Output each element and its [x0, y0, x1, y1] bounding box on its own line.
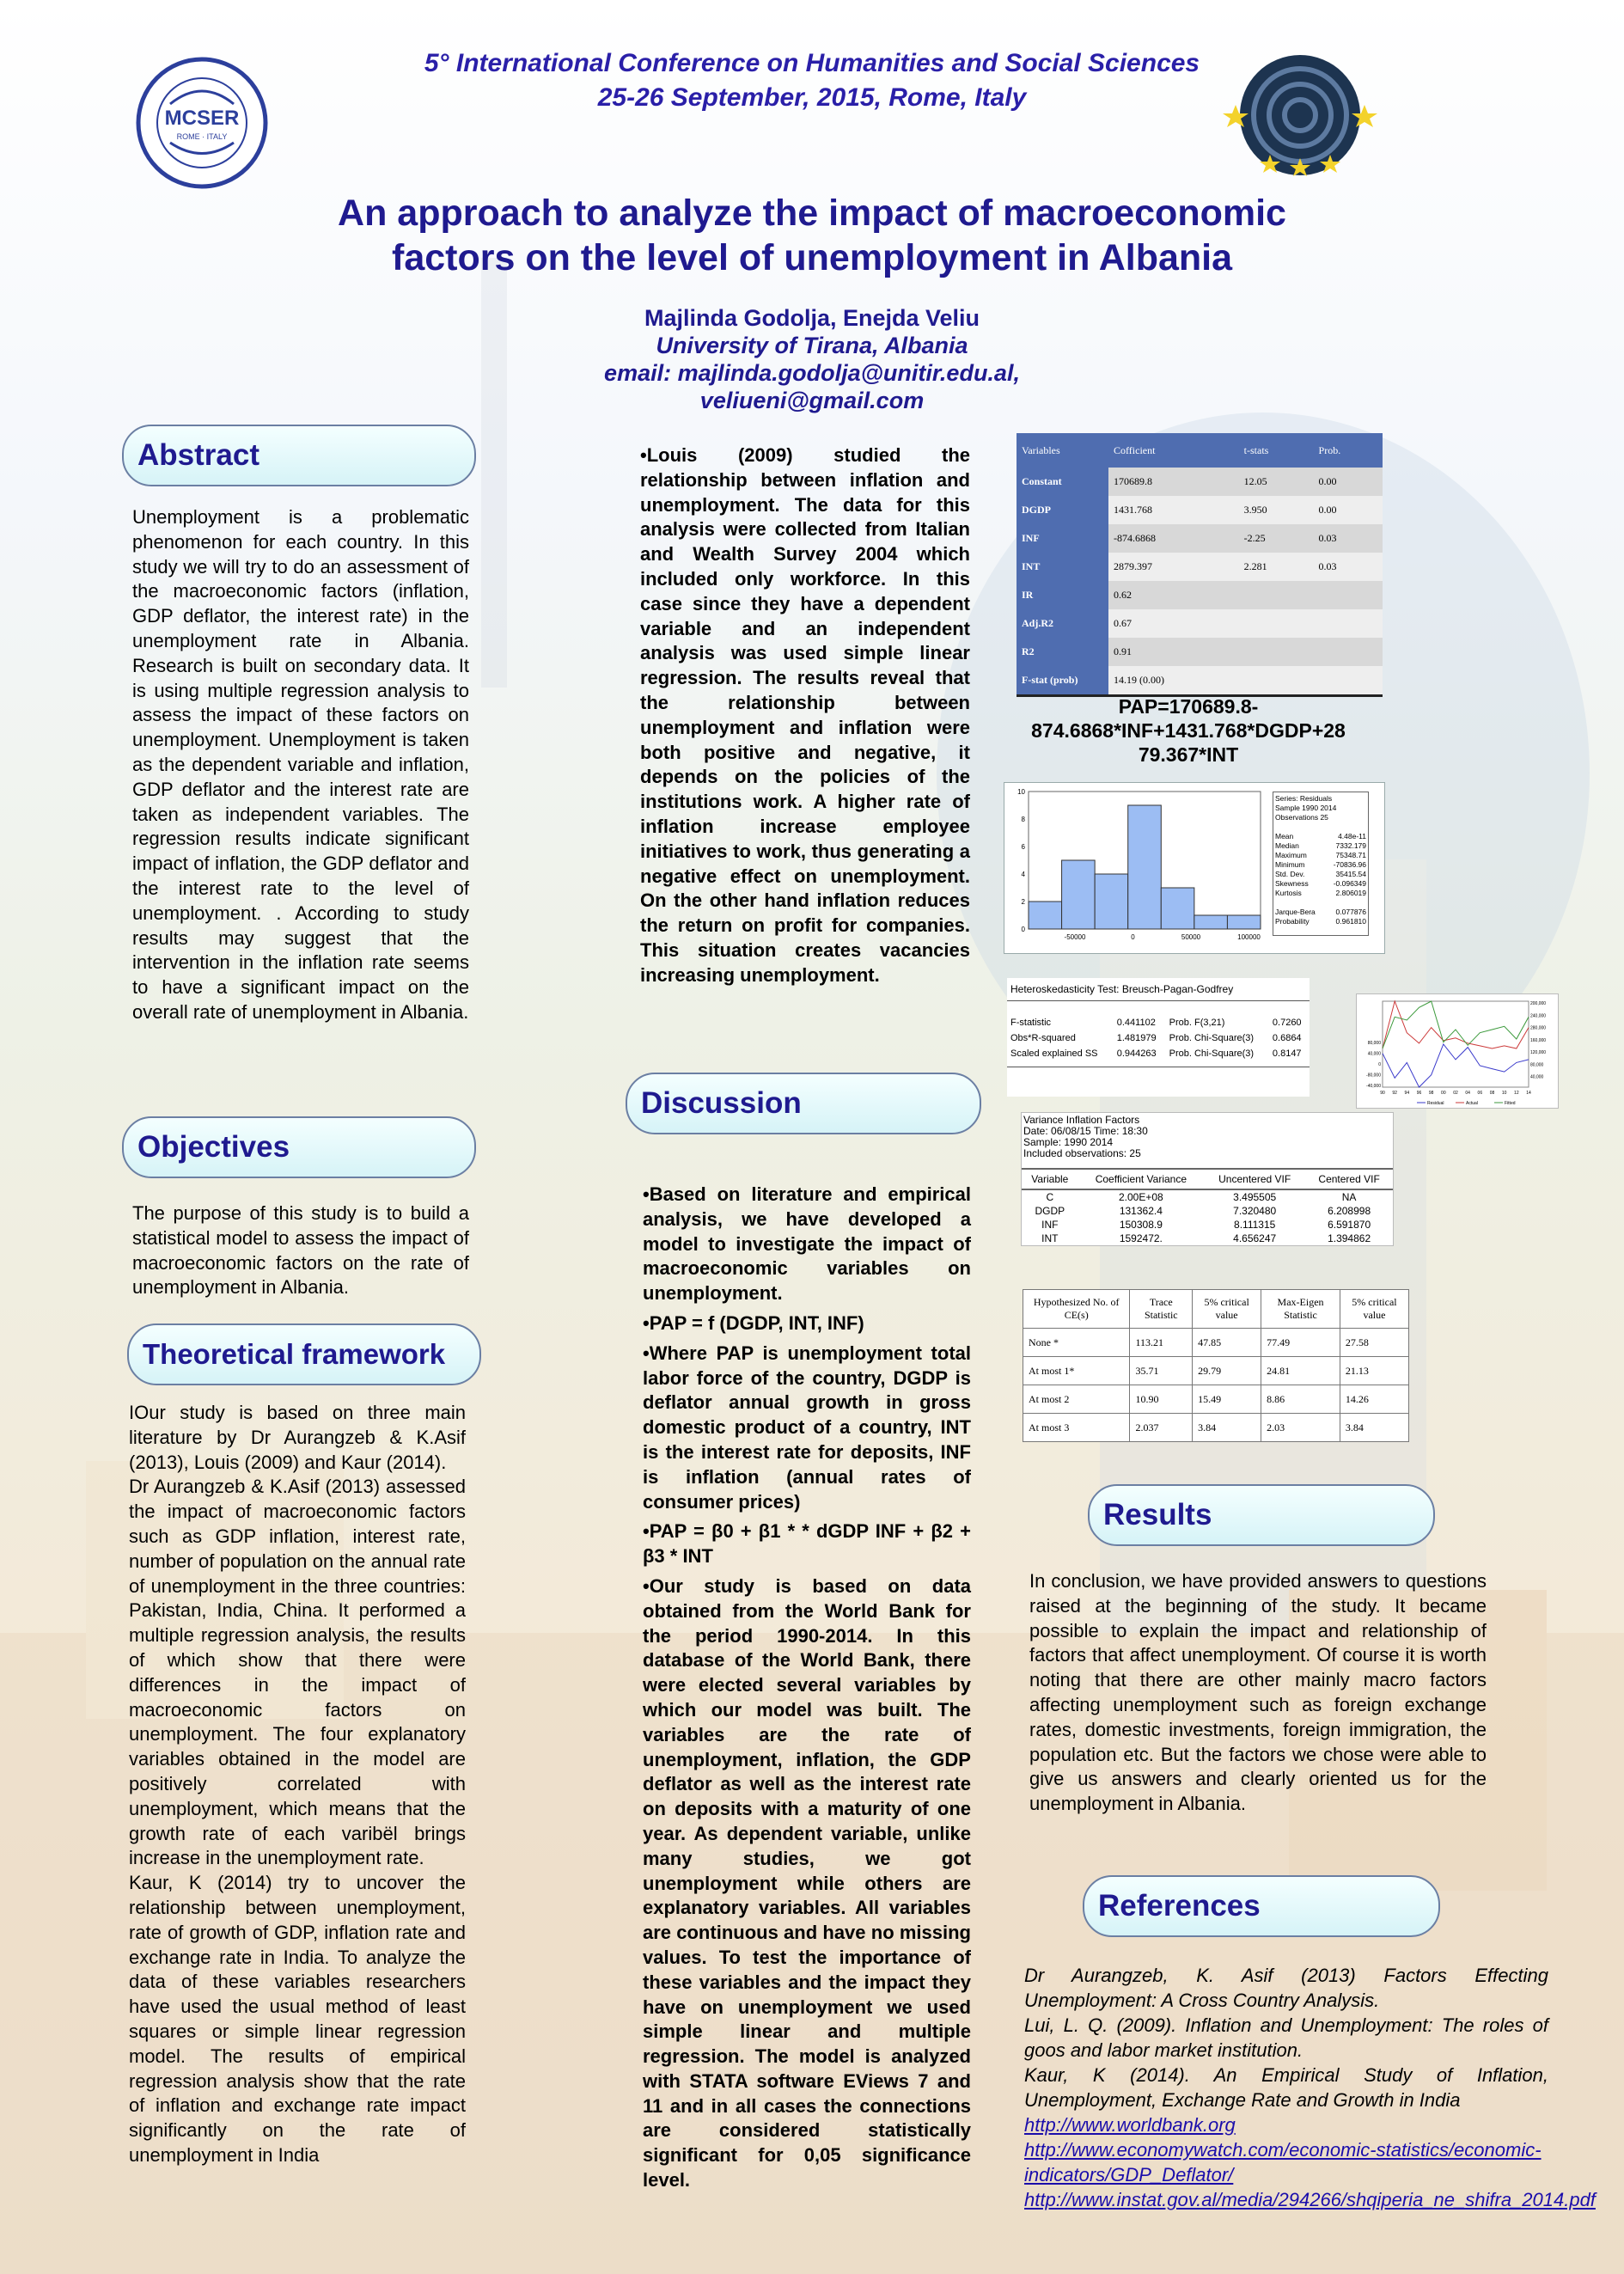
histogram-stat-value: 4.48e-11: [1338, 832, 1366, 841]
vif-cell: INF: [1041, 1219, 1059, 1231]
line-x-tick: 12: [1514, 1091, 1519, 1096]
histogram-y-tick: 10: [1017, 788, 1025, 796]
vif-cell: INT: [1041, 1232, 1059, 1244]
cointegration-cell: 8.86: [1261, 1385, 1340, 1414]
line-x-tick: 02: [1453, 1091, 1458, 1096]
histogram-bar: [1029, 902, 1062, 929]
hetero-title: Heteroskedasticity Test: Breusch-Pagan-Godfrey: [1007, 978, 1310, 1001]
line-right-tick: 240,000: [1530, 1013, 1547, 1019]
vif-cell: 7.320480: [1233, 1205, 1277, 1217]
references-list: [1024, 1963, 1596, 2212]
line-x-tick: 96: [1416, 1091, 1422, 1096]
hetero-cell: Prob. Chi-Square(3): [1169, 1048, 1255, 1059]
vif-row: [1022, 1189, 1393, 1204]
vif-header-cell: Coefficient Variance: [1078, 1169, 1205, 1189]
hetero-row: [1007, 1030, 1310, 1046]
coef-row: [1017, 581, 1383, 609]
theory-paragraph-1: IOur study is based on three main literature by Dr Aurangzeb & K.Asif (2013), Louis (2009) and Kaur (2014).: [129, 1402, 466, 1473]
coef-row: [1017, 638, 1383, 666]
histogram-stat-line: [1275, 794, 1366, 804]
coef-value-cell: [1314, 638, 1383, 666]
cointegration-table: [1023, 1289, 1409, 1442]
vif-cell: DGDP: [1035, 1205, 1065, 1217]
cointegration-cell: 113.21: [1130, 1329, 1193, 1357]
line-left-tick: 80,000: [1367, 1041, 1381, 1046]
residual-line-chart: [1356, 993, 1559, 1109]
objectives-text: The purpose of this study is to build a statistical model to assess the impact of macroeconomic factors on the rate of unemployment in Albania.: [132, 1202, 469, 1299]
vif-header-cell: Variable: [1022, 1169, 1078, 1189]
cointegration-header-cell: Trace Statistic: [1130, 1290, 1193, 1329]
coef-value-cell: [1239, 609, 1314, 638]
histogram-bar: [1194, 915, 1228, 929]
line-right-tick: 40,000: [1530, 1074, 1544, 1080]
conference-date: 25-26 September, 2015, Rome, Italy: [597, 83, 1027, 112]
coef-table: [1017, 433, 1383, 694]
reference-link-instat[interactable]: http://www.instat.gov.al/media/294266/shqiperia_ne_shifra_2014.pdf: [1024, 2189, 1596, 2210]
hetero-cell: Prob. Chi-Square(3): [1169, 1033, 1255, 1043]
vif-cell: 1.394862: [1328, 1232, 1371, 1244]
coef-header-cell: Variables: [1017, 433, 1108, 468]
coef-value-cell: 0.62: [1108, 581, 1239, 609]
cointegration-cell: 29.79: [1193, 1357, 1261, 1385]
cointegration-cell: 21.13: [1340, 1357, 1408, 1385]
histogram-bar: [1095, 874, 1128, 929]
hetero-cell: 0.7260: [1272, 1018, 1302, 1028]
line-x-tick: 98: [1428, 1091, 1434, 1096]
coef-header-cell: Cofficient: [1108, 433, 1239, 468]
histogram-stat-label: Probability: [1275, 917, 1310, 926]
histogram-stat-label: Observations 25: [1275, 813, 1328, 822]
coef-variable-cell: DGDP: [1017, 496, 1108, 524]
cointegration-cell: At most 3: [1023, 1414, 1130, 1442]
references-heading: References: [1083, 1875, 1440, 1937]
histogram-stat-value: 7332.179: [1335, 841, 1366, 850]
line-x-tick: 94: [1404, 1091, 1410, 1096]
histogram-stat-line: [1275, 860, 1366, 870]
histogram-stat-line: [1275, 908, 1366, 917]
histogram-x-tick: 100000: [1237, 933, 1261, 941]
theory-paragraph-3: Kaur, K (2014) try to uncover the relationship between unemployment, rate of growth of GDP, inflation rate and exchange rate in India. To analyze the data of these variables researchers have used the usual method of least squares or simple linear regression model. The results of empirical regression analysis show that the rate of inflation and exchange rate impact significantly on the rate of unemployment in India: [129, 1872, 466, 2166]
coef-value-cell: [1239, 666, 1314, 694]
coef-row: [1017, 524, 1383, 553]
histogram-stat-value: 75348.71: [1335, 851, 1366, 859]
hetero-cell: Obs*R-squared: [1010, 1033, 1076, 1043]
vif-table-block: [1021, 1112, 1394, 1246]
histogram-stat-label: Minimum: [1275, 860, 1305, 869]
cointegration-row: [1023, 1414, 1409, 1442]
coef-row: [1017, 496, 1383, 524]
line-right-tick: 120,000: [1530, 1050, 1547, 1056]
conference-name: 5° International Conference on Humanities and Social Sciences: [424, 49, 1200, 77]
coef-value-cell: 0.00: [1314, 468, 1383, 496]
logo-subtext: ROME · ITALY: [176, 132, 228, 141]
cointegration-header-cell: Hypothesized No. of CE(s): [1023, 1290, 1130, 1329]
coef-value-cell: [1239, 581, 1314, 609]
cointegration-cell: 2.037: [1130, 1414, 1193, 1442]
line-x-tick: 92: [1392, 1091, 1397, 1096]
coef-variable-cell: Constant: [1017, 468, 1108, 496]
vif-cell: C: [1046, 1191, 1054, 1203]
line-chart-frame: [1383, 1001, 1529, 1087]
line-x-tick: 06: [1477, 1091, 1483, 1096]
cointegration-cell: None *: [1023, 1329, 1130, 1357]
histogram-stat-line: [1275, 917, 1366, 926]
objectives-heading: Objectives: [122, 1116, 476, 1178]
discussion-bullet-4: •PAP = β0 + β1 * * dGDP INF + β2 + β3 * INT: [643, 1520, 971, 1568]
hetero-cell: 0.8147: [1272, 1048, 1302, 1059]
histogram-stat-label: Sample 1990 2014: [1275, 804, 1337, 812]
histogram-stat-line: [1275, 813, 1366, 822]
histogram-stat-line: [1275, 832, 1366, 841]
cointegration-row: [1023, 1385, 1409, 1414]
discussion-bullet-2: •PAP = f (DGDP, INT, INF): [643, 1311, 864, 1334]
louis-text: •Louis (2009) studied the relationship between inflation and unemployment. The data for this analysis were collected from Italian and Wealth Survey 2004 which included only workforce. In this case since they have a dependent variable and an independent analysis was used simple linear regression. The results reveal that the relationship between unemployment and inflation were both positive and negative, it depends on the policies of the institutions work. A higher rate of inflation increase employee initiatives to work, thus generating a negative effect on unemployment. On the other hand inflation reduces the return on profit for companies. This situation creates vacancies increasing unemployment.: [640, 444, 970, 986]
results-heading: Results: [1088, 1484, 1435, 1546]
reference-1: Dr Aurangzeb, K. Asif (2013) Factors Effecting Unemployment: A Cross Country Analysis.: [1024, 1965, 1548, 2011]
coef-variable-cell: Adj.R2: [1017, 609, 1108, 638]
line-x-tick: 04: [1465, 1091, 1470, 1096]
histogram-y-tick: 4: [1021, 871, 1025, 878]
histogram-stat-line: [1275, 879, 1366, 889]
reference-3: Kaur, K (2014). An Empirical Study of Inflation, Unemployment, Exchange Rate and Growth in India: [1024, 2064, 1548, 2111]
hetero-test: [1007, 978, 1310, 1097]
coef-value-cell: 2879.397: [1108, 553, 1239, 581]
vif-row: [1022, 1204, 1393, 1218]
vif-cell: 4.656247: [1233, 1232, 1277, 1244]
coef-value-cell: 2.281: [1239, 553, 1314, 581]
cointegration-cell: 10.90: [1130, 1385, 1193, 1414]
vif-cell: 2.00E+08: [1119, 1191, 1163, 1203]
vif-header-lines: [1022, 1113, 1393, 1168]
author-names: Majlinda Godolja, Enejda Veliu: [644, 305, 980, 331]
hetero-cell: Scaled explained SS: [1010, 1048, 1098, 1059]
coef-variable-cell: INT: [1017, 553, 1108, 581]
histogram-stat-value: 2.806019: [1335, 889, 1366, 897]
cointegration-cell: 35.71: [1130, 1357, 1193, 1385]
cointegration-header-cell: 5% critical value: [1193, 1290, 1261, 1329]
poster-title-line1: An approach to analyze the impact of macroeconomic: [338, 193, 1286, 234]
coef-value-cell: 0.00: [1314, 496, 1383, 524]
coef-value-cell: 0.91: [1108, 638, 1239, 666]
vif-header-line: Sample: 1990 2014: [1023, 1136, 1114, 1148]
email-line2: veliueni@gmail.com: [699, 388, 925, 413]
coef-value-cell: [1314, 581, 1383, 609]
poster-title-line2: factors on the level of unemployment in Albania: [392, 237, 1232, 278]
cointegration-header-row: [1023, 1290, 1409, 1329]
vif-header-cell: Uncentered VIF: [1204, 1169, 1305, 1189]
line-left-tick: -40,000: [1366, 1084, 1381, 1089]
legend-label: Actual: [1466, 1101, 1478, 1106]
cointegration-cell: At most 2: [1023, 1385, 1130, 1414]
discussion-bullet-3: •Where PAP is unemployment total labor force of the country, DGDP is deflator annual growth in gross domestic product of a country, INT is the interest rate for deposits, INF is inflation (annual rates of consumer prices): [643, 1342, 971, 1513]
cointegration-header-cell: Max-Eigen Statistic: [1261, 1290, 1340, 1329]
cointegration-table-block: [1023, 1289, 1409, 1442]
histogram-stat-line: [1275, 898, 1366, 908]
histogram-stat-label: Jarque-Bera: [1275, 908, 1316, 916]
cointegration-row: [1023, 1357, 1409, 1385]
coef-value-cell: 170689.8: [1108, 468, 1239, 496]
regression-table: [1017, 433, 1383, 697]
cointegration-cell: 2.03: [1261, 1414, 1340, 1442]
histogram-stat-line: [1275, 870, 1366, 879]
line-x-tick: 90: [1380, 1091, 1385, 1096]
equation-line3: 79.367*INT: [1138, 743, 1239, 766]
histogram-stat-label: Maximum: [1275, 851, 1307, 859]
histogram-y-tick: 2: [1021, 898, 1025, 906]
hetero-row: [1007, 1046, 1310, 1061]
hetero-cell: 0.6864: [1272, 1033, 1302, 1043]
coef-row: [1017, 666, 1383, 694]
line-right-tick: 160,000: [1530, 1037, 1547, 1043]
coef-variable-cell: IR: [1017, 581, 1108, 609]
affiliation: University of Tirana, Albania: [656, 333, 968, 358]
histogram-stat-line: [1275, 822, 1366, 832]
coef-value-cell: -874.6868: [1108, 524, 1239, 553]
discussion-bullet-1: •Based on literature and empirical analysis, we have developed a model to investigate the impact of macroeconomic variables on unemployment.: [643, 1183, 971, 1305]
hetero-cell: Prob. F(3,21): [1169, 1018, 1225, 1028]
histogram-stat-line: [1275, 804, 1366, 813]
histogram-stat-label: Series: Residuals: [1275, 794, 1333, 803]
histogram-stat-label: Mean: [1275, 832, 1294, 841]
residual-histogram: [1004, 782, 1385, 954]
histogram-bar: [1062, 860, 1096, 929]
histogram-y-tick: 8: [1021, 816, 1025, 823]
theory-heading: Theoretical framework: [127, 1323, 481, 1385]
histogram-stat-value: 0.961810: [1335, 917, 1366, 926]
coef-variable-cell: F-stat (prob): [1017, 666, 1108, 694]
cointegration-header-cell: 5% critical value: [1340, 1290, 1408, 1329]
equation-line2: 874.6868*INF+1431.768*DGDP+28: [1031, 719, 1346, 742]
cointegration-cell: 15.49: [1193, 1385, 1261, 1414]
line-left-tick: -80,000: [1366, 1073, 1381, 1079]
line-left-tick: 40,000: [1367, 1051, 1381, 1057]
reference-link-worldbank[interactable]: http://www.worldbank.org: [1024, 2114, 1236, 2136]
line-x-tick: 08: [1489, 1091, 1495, 1096]
hetero-cell: 0.944263: [1116, 1048, 1157, 1059]
vif-cell: 8.111315: [1234, 1219, 1276, 1231]
cointegration-cell: 47.85: [1193, 1329, 1261, 1357]
abstract-heading: Abstract: [122, 425, 476, 486]
vif-cell: 3.495505: [1233, 1191, 1277, 1203]
histogram-stats-box: [1273, 792, 1369, 936]
coef-value-cell: 1431.768: [1108, 496, 1239, 524]
histogram-stat-line: [1275, 851, 1366, 860]
vif-header-row: [1022, 1169, 1393, 1189]
reference-link-economywatch[interactable]: http://www.economywatch.com/economic-statistics/economic-indicators/GDP_Deflator/: [1024, 2139, 1542, 2185]
coef-variable-cell: R2: [1017, 638, 1108, 666]
vif-cell: 6.591870: [1328, 1219, 1371, 1231]
histogram-x-tick: 0: [1131, 933, 1135, 941]
histogram-stat-line: [1275, 889, 1366, 898]
coef-value-cell: 0.03: [1314, 524, 1383, 553]
coef-row: [1017, 609, 1383, 638]
cointegration-cell: 27.58: [1340, 1329, 1408, 1357]
vif-cell: 131362.4: [1119, 1205, 1163, 1217]
vif-header-line: Date: 06/08/15 Time: 18:30: [1023, 1125, 1148, 1137]
histogram-y-tick: 0: [1021, 926, 1025, 933]
vif-cell: 1592472.: [1119, 1232, 1163, 1244]
line-right-tick: 200,000: [1530, 1001, 1547, 1006]
legend-label: Residual: [1427, 1101, 1444, 1106]
histogram-x-tick: -50000: [1064, 933, 1086, 941]
coef-row: [1017, 468, 1383, 496]
line-x-tick: 00: [1441, 1091, 1446, 1096]
vif-header-line: Included observations: 25: [1023, 1147, 1141, 1159]
hetero-row: [1007, 1015, 1310, 1030]
legend-label: Fitted: [1505, 1101, 1516, 1106]
line-left-tick: 0: [1378, 1062, 1381, 1067]
coef-value-cell: [1239, 638, 1314, 666]
coef-value-cell: [1314, 666, 1383, 694]
histogram-stat-label: Std. Dev.: [1275, 870, 1305, 878]
coef-value-cell: 12.05: [1239, 468, 1314, 496]
equation-line1: PAP=170689.8-: [1118, 695, 1259, 718]
histogram-y-tick: 6: [1021, 843, 1025, 851]
histogram-bar: [1128, 805, 1162, 929]
cointegration-cell: 3.84: [1193, 1414, 1261, 1442]
histogram-bar: [1227, 915, 1261, 929]
line-x-tick: 10: [1501, 1091, 1507, 1096]
theory-paragraph-2: Dr Aurangzeb & K.Asif (2013) assessed the impact of macroeconomic factors such as GDP inflation, interest rate, number of population on the annual rate of unemployment in the three countries: Pakistan, India, China. It performed a multiple regression analysis, the results of which show that there were differences in the impact of macroeconomic factors on unemployment. The four explanatory variables obtained in the model are positively correlated with unemployment, which means that the growth rate of each varibël brings increase in the unemployment rate.: [129, 1476, 466, 1869]
discussion-heading: Discussion: [626, 1073, 981, 1134]
hetero-cell: 0.441102: [1116, 1018, 1156, 1028]
discussion-text: [643, 1183, 971, 2193]
discussion-bullet-5: •Our study is based on data obtained from the World Bank for the period 1990-2014. In this database of the World Bank, there were elected several variables by which our model was built. The variables are the rate of unemployment, inflation, the GDP deflator as well as the interest rate on deposits with a maturity of one year. As dependent variable, unlike many studies, we got unemployment while others are explanatory variables. All variables are continuous and have no missing values. To test the importance of these variables and the impact they have on unemployment we used simple linear and multiple regression. The model is analyzed with STATA software EViews 7 and 11 and in all cases the connections are considered statistically significant for 0,05 significance level.: [643, 1574, 971, 2191]
line-chart-svg: [1357, 994, 1558, 1108]
histogram-x-tick: 50000: [1181, 933, 1201, 941]
logo-text: MCSER: [164, 107, 240, 130]
coef-value-cell: 14.19 (0.00): [1108, 666, 1239, 694]
histogram-stat-line: [1275, 841, 1366, 851]
coef-value-cell: 0.67: [1108, 609, 1239, 638]
theory-text: [129, 1401, 466, 2168]
cointegration-cell: 24.81: [1261, 1357, 1340, 1385]
cointegration-cell: 3.84: [1340, 1414, 1408, 1442]
coef-value-cell: 0.03: [1314, 553, 1383, 581]
histogram-stat-value: 0.077876: [1335, 908, 1366, 916]
histogram-stat-value: -0.096349: [1333, 879, 1366, 888]
vif-cell: NA: [1341, 1191, 1357, 1203]
coef-header-cell: Prob.: [1314, 433, 1383, 468]
cointegration-cell: 77.49: [1261, 1329, 1340, 1357]
reference-2: Lui, L. Q. (2009). Inflation and Unemployment: The roles of goos and labor market institution.: [1024, 2014, 1548, 2061]
regression-equation: [1004, 694, 1373, 767]
histogram-stat-label: Median: [1275, 841, 1299, 850]
vif-cell: 6.208998: [1328, 1205, 1371, 1217]
line-right-tick: 80,000: [1530, 1062, 1544, 1068]
hetero-table: [1007, 1015, 1310, 1061]
coef-value-cell: [1314, 609, 1383, 638]
histogram-stat-label: Kurtosis: [1275, 889, 1302, 897]
line-right-tick: 280,000: [1530, 1025, 1547, 1031]
hetero-cell: F-statistic: [1010, 1018, 1052, 1028]
cointegration-row: [1023, 1329, 1409, 1357]
results-text: In conclusion, we have provided answers to questions raised at the beginning of the study. It became possible to explain the impact and relationship of factors that affect unemployment. Of course it is worth noting that there are other mainly macro factors affecting unemployment such as foreign exchange rates, domestic investments, foreign immigration, the population etc. But the factors we chose were able to give us answers and clearly oriented us for the unemployment in Albania.: [1029, 1570, 1487, 1815]
coef-value-cell: -2.25: [1239, 524, 1314, 553]
histogram-stat-value: 35415.54: [1335, 870, 1366, 878]
vif-table: [1022, 1168, 1393, 1245]
coef-value-cell: 3.950: [1239, 496, 1314, 524]
vif-row: [1022, 1218, 1393, 1232]
coef-header-cell: t-stats: [1239, 433, 1314, 468]
vif-header-cell: Centered VIF: [1305, 1169, 1393, 1189]
line-x-tick: 14: [1526, 1091, 1531, 1096]
email-line1: email: majlinda.godolja@unitir.edu.al,: [604, 360, 1020, 386]
histogram-bar: [1161, 888, 1194, 929]
hetero-cell: 1.481979: [1116, 1033, 1157, 1043]
histogram-stat-value: -70836.96: [1333, 860, 1366, 869]
abstract-text: Unemployment is a problematic phenomenon for each country. In this study we will try to do an assessment of the macroeconomic factors (inflation, GDP deflator, the interest rate) in the unemployment rate in Albania. Research is built on secondary data. It is using multiple regression analysis to assess the impact of these factors on unemployment. Unemployment is taken as the dependent variable and inflation, GDP deflator and the interest rate are taken as independent variables. The regression results indicate significant impact of inflation, the GDP deflator and the interest rate to the level of unemployment. . According to study results may suggest that the intervention in the inflation rate seems to have a significant impact on the overall rate of unemployment in Albania.: [132, 506, 469, 1023]
coef-variable-cell: INF: [1017, 524, 1108, 553]
cointegration-cell: 14.26: [1340, 1385, 1408, 1414]
vif-row: [1022, 1232, 1393, 1245]
cointegration-cell: At most 1*: [1023, 1357, 1130, 1385]
vif-header-line: Variance Inflation Factors: [1023, 1114, 1140, 1126]
histogram-stat-label: Skewness: [1275, 879, 1309, 888]
coef-row: [1017, 553, 1383, 581]
authors: [344, 304, 1280, 414]
vif-cell: 150308.9: [1119, 1219, 1163, 1231]
